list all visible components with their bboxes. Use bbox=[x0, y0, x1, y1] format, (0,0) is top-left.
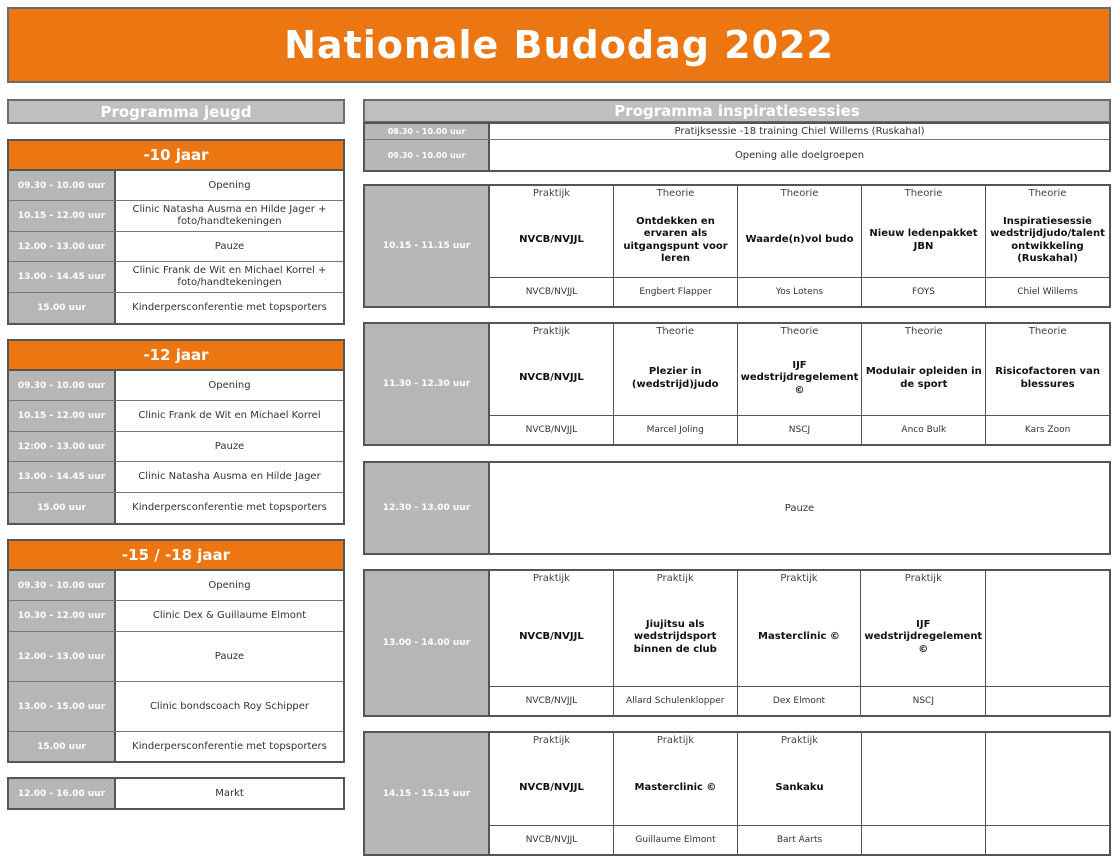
session-cell bbox=[986, 571, 1109, 715]
session-title: Inspiratiesessie wedstrijdjudo/talent ontwikkeling (Ruskahal) bbox=[990, 215, 1105, 264]
row-time: 12.00 - 13.00 uur bbox=[9, 632, 116, 681]
group-block bbox=[7, 339, 345, 525]
session-block bbox=[363, 322, 1111, 446]
schedule-row bbox=[9, 632, 343, 682]
row-desc: Pratijksessie -18 training Chiel Willems (Ruskahal) bbox=[674, 126, 925, 137]
row-time: 09.30 - 10.00 uur bbox=[9, 171, 116, 200]
session-cell bbox=[986, 733, 1109, 854]
row-time: 09.30 - 10.00 uur bbox=[365, 140, 490, 170]
row-desc: Pauze bbox=[214, 650, 245, 662]
session-type bbox=[862, 733, 985, 751]
pause-label: Pauze bbox=[784, 502, 815, 514]
session-cell bbox=[861, 571, 986, 715]
row-desc: Opening bbox=[208, 579, 251, 591]
session-speaker: Anco Bulk bbox=[862, 415, 985, 444]
schedule-row bbox=[365, 124, 1109, 140]
session-title: Ontdekken en ervaren als uitgangspunt voor leren bbox=[623, 215, 728, 264]
schedule-row bbox=[9, 201, 343, 232]
session-cell bbox=[614, 733, 738, 854]
session-type: Praktijk bbox=[780, 573, 818, 584]
row-desc: Pauze bbox=[214, 440, 245, 452]
session-title: Waarde(n)vol budo bbox=[745, 234, 854, 246]
session-title bbox=[862, 751, 985, 825]
session-type: Praktijk bbox=[532, 326, 570, 337]
session-title: NVCB/NVJJL bbox=[519, 781, 584, 793]
session-title: Masterclinic © bbox=[634, 781, 717, 793]
market-block bbox=[7, 777, 345, 810]
row-desc: Clinic Natasha Ausma en Hilde Jager + foto/handtekeningen bbox=[132, 204, 327, 227]
schedule-row bbox=[9, 371, 343, 401]
session-type: Theorie bbox=[780, 188, 819, 199]
row-time: 13.00 - 15.00 uur bbox=[9, 682, 116, 731]
row-time: 10.15 - 12.00 uur bbox=[9, 201, 116, 231]
session-speaker: NVCB/NVJJL bbox=[490, 825, 613, 854]
session-speaker: Guillaume Elmont bbox=[614, 825, 737, 854]
session-cell bbox=[986, 186, 1109, 306]
session-type bbox=[986, 733, 1109, 751]
group-label: -10 jaar bbox=[9, 141, 343, 171]
session-cell bbox=[862, 186, 986, 306]
schedule-row bbox=[9, 779, 343, 808]
session-title: IJF wedstrijdregelement © bbox=[740, 359, 859, 396]
page-title: Nationale Budodag 2022 bbox=[7, 7, 1111, 83]
row-desc: Clinic Dex & Guillaume Elmont bbox=[152, 610, 307, 621]
row-time: 13.00 - 14.45 uur bbox=[9, 462, 116, 492]
row-time: 10.30 - 12.00 uur bbox=[9, 601, 116, 631]
row-desc: Kinderpersconferentie met topsporters bbox=[132, 302, 327, 313]
session-cell bbox=[862, 733, 986, 854]
row-time: 09.30 - 10.00 uur bbox=[9, 571, 116, 600]
session-time: 14.15 - 15.15 uur bbox=[365, 733, 490, 854]
session-speaker: Marcel Joling bbox=[614, 415, 737, 444]
session-cell bbox=[490, 324, 614, 444]
session-cell bbox=[614, 324, 738, 444]
session-cell bbox=[614, 186, 738, 306]
session-cell bbox=[738, 733, 862, 854]
row-time: 12:00 - 13.00 uur bbox=[9, 432, 116, 461]
row-time: 15.00 uur bbox=[9, 493, 116, 523]
session-speaker: Dex Elmont bbox=[738, 686, 861, 715]
schedule-row bbox=[9, 171, 343, 201]
sessions-program-header: Programma inspiratiesessies bbox=[363, 99, 1111, 123]
session-speaker: Bart Aarts bbox=[738, 825, 861, 854]
session-type: Theorie bbox=[904, 326, 943, 337]
row-desc: Clinic Natasha Ausma en Hilde Jager bbox=[138, 471, 321, 482]
session-cell bbox=[862, 324, 986, 444]
session-speaker: NSCJ bbox=[861, 686, 985, 715]
session-type: Praktijk bbox=[656, 573, 694, 584]
session-title: Plezier in (wedstrijd)judo bbox=[631, 366, 719, 390]
session-speaker: NSCJ bbox=[738, 415, 862, 444]
session-title: Masterclinic © bbox=[758, 631, 840, 643]
row-time: 10.15 - 12.00 uur bbox=[9, 401, 116, 431]
session-type: Theorie bbox=[904, 188, 943, 199]
session-type bbox=[986, 571, 1109, 589]
session-type: Praktijk bbox=[904, 573, 942, 584]
session-speaker: Chiel Willems bbox=[986, 277, 1109, 306]
row-desc: Kinderpersconferentie met topsporters bbox=[132, 502, 327, 513]
row-time: 13.00 - 14.45 uur bbox=[9, 262, 116, 292]
pause-block bbox=[363, 461, 1111, 555]
session-cell bbox=[614, 571, 738, 715]
session-title: IJF wedstrijdregelement © bbox=[864, 618, 983, 655]
session-block bbox=[363, 184, 1111, 308]
row-desc: Opening bbox=[208, 379, 251, 391]
group-label: -15 / -18 jaar bbox=[9, 541, 343, 571]
schedule-row bbox=[9, 462, 343, 493]
session-cell bbox=[490, 571, 614, 715]
row-desc: Pauze bbox=[214, 240, 245, 252]
session-speaker: Allard Schulenklopper bbox=[614, 686, 737, 715]
row-desc: Markt bbox=[215, 787, 244, 799]
session-cell bbox=[490, 186, 614, 306]
session-cell bbox=[738, 324, 863, 444]
session-time: 11.30 - 12.30 uur bbox=[365, 324, 490, 444]
early-schedule bbox=[363, 122, 1111, 172]
session-speaker: FOYS bbox=[862, 277, 985, 306]
group-block bbox=[7, 539, 345, 763]
session-time: 12.30 - 13.00 uur bbox=[365, 463, 490, 553]
session-type: Praktijk bbox=[656, 735, 695, 746]
session-cell bbox=[490, 733, 614, 854]
schedule-row bbox=[9, 401, 343, 432]
group-block bbox=[7, 139, 345, 325]
session-type: Theorie bbox=[780, 326, 819, 337]
session-type: Praktijk bbox=[532, 188, 571, 199]
session-speaker bbox=[862, 825, 985, 854]
session-cell bbox=[738, 571, 862, 715]
schedule-row bbox=[9, 493, 343, 523]
session-title: NVCB/NVJJL bbox=[519, 631, 584, 643]
session-title: Modulair opleiden in de sport bbox=[865, 366, 982, 390]
row-desc: Clinic Frank de Wit en Michael Korrel + foto/handtekeningen bbox=[132, 265, 327, 288]
row-desc: Clinic Frank de Wit en Michael Korrel bbox=[138, 410, 321, 421]
session-speaker: NVCB/NVJJL bbox=[490, 277, 613, 306]
session-title: Nieuw ledenpakket JBN bbox=[869, 228, 978, 252]
session-type: Theorie bbox=[1028, 326, 1067, 337]
schedule-row bbox=[9, 232, 343, 262]
session-cell bbox=[986, 324, 1109, 444]
session-title: Jiujitsu als wedstrijdsport binnen de club bbox=[633, 618, 717, 655]
row-time: 12.00 - 16.00 uur bbox=[9, 779, 116, 808]
session-speaker: NVCB/NVJJL bbox=[490, 415, 613, 444]
row-desc: Kinderpersconferentie met topsporters bbox=[132, 740, 327, 752]
row-desc: Clinic bondscoach Roy Schipper bbox=[149, 700, 310, 712]
schedule-row bbox=[9, 571, 343, 601]
session-time: 13.00 - 14.00 uur bbox=[365, 571, 490, 715]
schedule-row bbox=[9, 732, 343, 761]
session-type: Theorie bbox=[1028, 188, 1067, 199]
session-title: Sankaku bbox=[775, 781, 824, 793]
row-desc: Opening alle doelgroepen bbox=[734, 149, 865, 161]
row-time: 15.00 uur bbox=[9, 293, 116, 323]
session-cell bbox=[738, 186, 862, 306]
session-block bbox=[363, 569, 1111, 717]
row-time: 09.30 - 10.00 uur bbox=[9, 371, 116, 400]
schedule-row bbox=[9, 682, 343, 732]
session-title bbox=[986, 589, 1109, 686]
session-type: Praktijk bbox=[532, 735, 571, 746]
session-title bbox=[986, 751, 1109, 825]
schedule-row bbox=[365, 140, 1109, 170]
schedule-row bbox=[9, 432, 343, 462]
session-speaker: Yos Lotens bbox=[738, 277, 861, 306]
session-title: Risicofactoren van blessures bbox=[995, 366, 1100, 390]
row-time: 12.00 - 13.00 uur bbox=[9, 232, 116, 261]
session-title: NVCB/NVJJL bbox=[519, 372, 584, 384]
session-type: Theorie bbox=[656, 326, 695, 337]
session-speaker: Kars Zoon bbox=[986, 415, 1109, 444]
session-speaker bbox=[986, 825, 1109, 854]
schedule-row bbox=[9, 601, 343, 632]
session-block bbox=[363, 731, 1111, 856]
youth-program-header: Programma jeugd bbox=[7, 99, 345, 124]
row-time: 15.00 uur bbox=[9, 732, 116, 761]
session-title: NVCB/NVJJL bbox=[519, 234, 584, 246]
session-time: 10.15 - 11.15 uur bbox=[365, 186, 490, 306]
session-type: Praktijk bbox=[532, 573, 570, 584]
session-speaker: Engbert Flapper bbox=[614, 277, 737, 306]
session-type: Praktijk bbox=[780, 735, 819, 746]
row-time: 08.30 - 10.00 uur bbox=[365, 124, 490, 139]
schedule-row bbox=[9, 293, 343, 323]
session-type: Theorie bbox=[656, 188, 695, 199]
schedule-row bbox=[9, 262, 343, 293]
session-speaker bbox=[986, 686, 1109, 715]
group-label: -12 jaar bbox=[9, 341, 343, 371]
session-speaker: NVCB/NVJJL bbox=[490, 686, 613, 715]
row-desc: Opening bbox=[208, 179, 251, 191]
